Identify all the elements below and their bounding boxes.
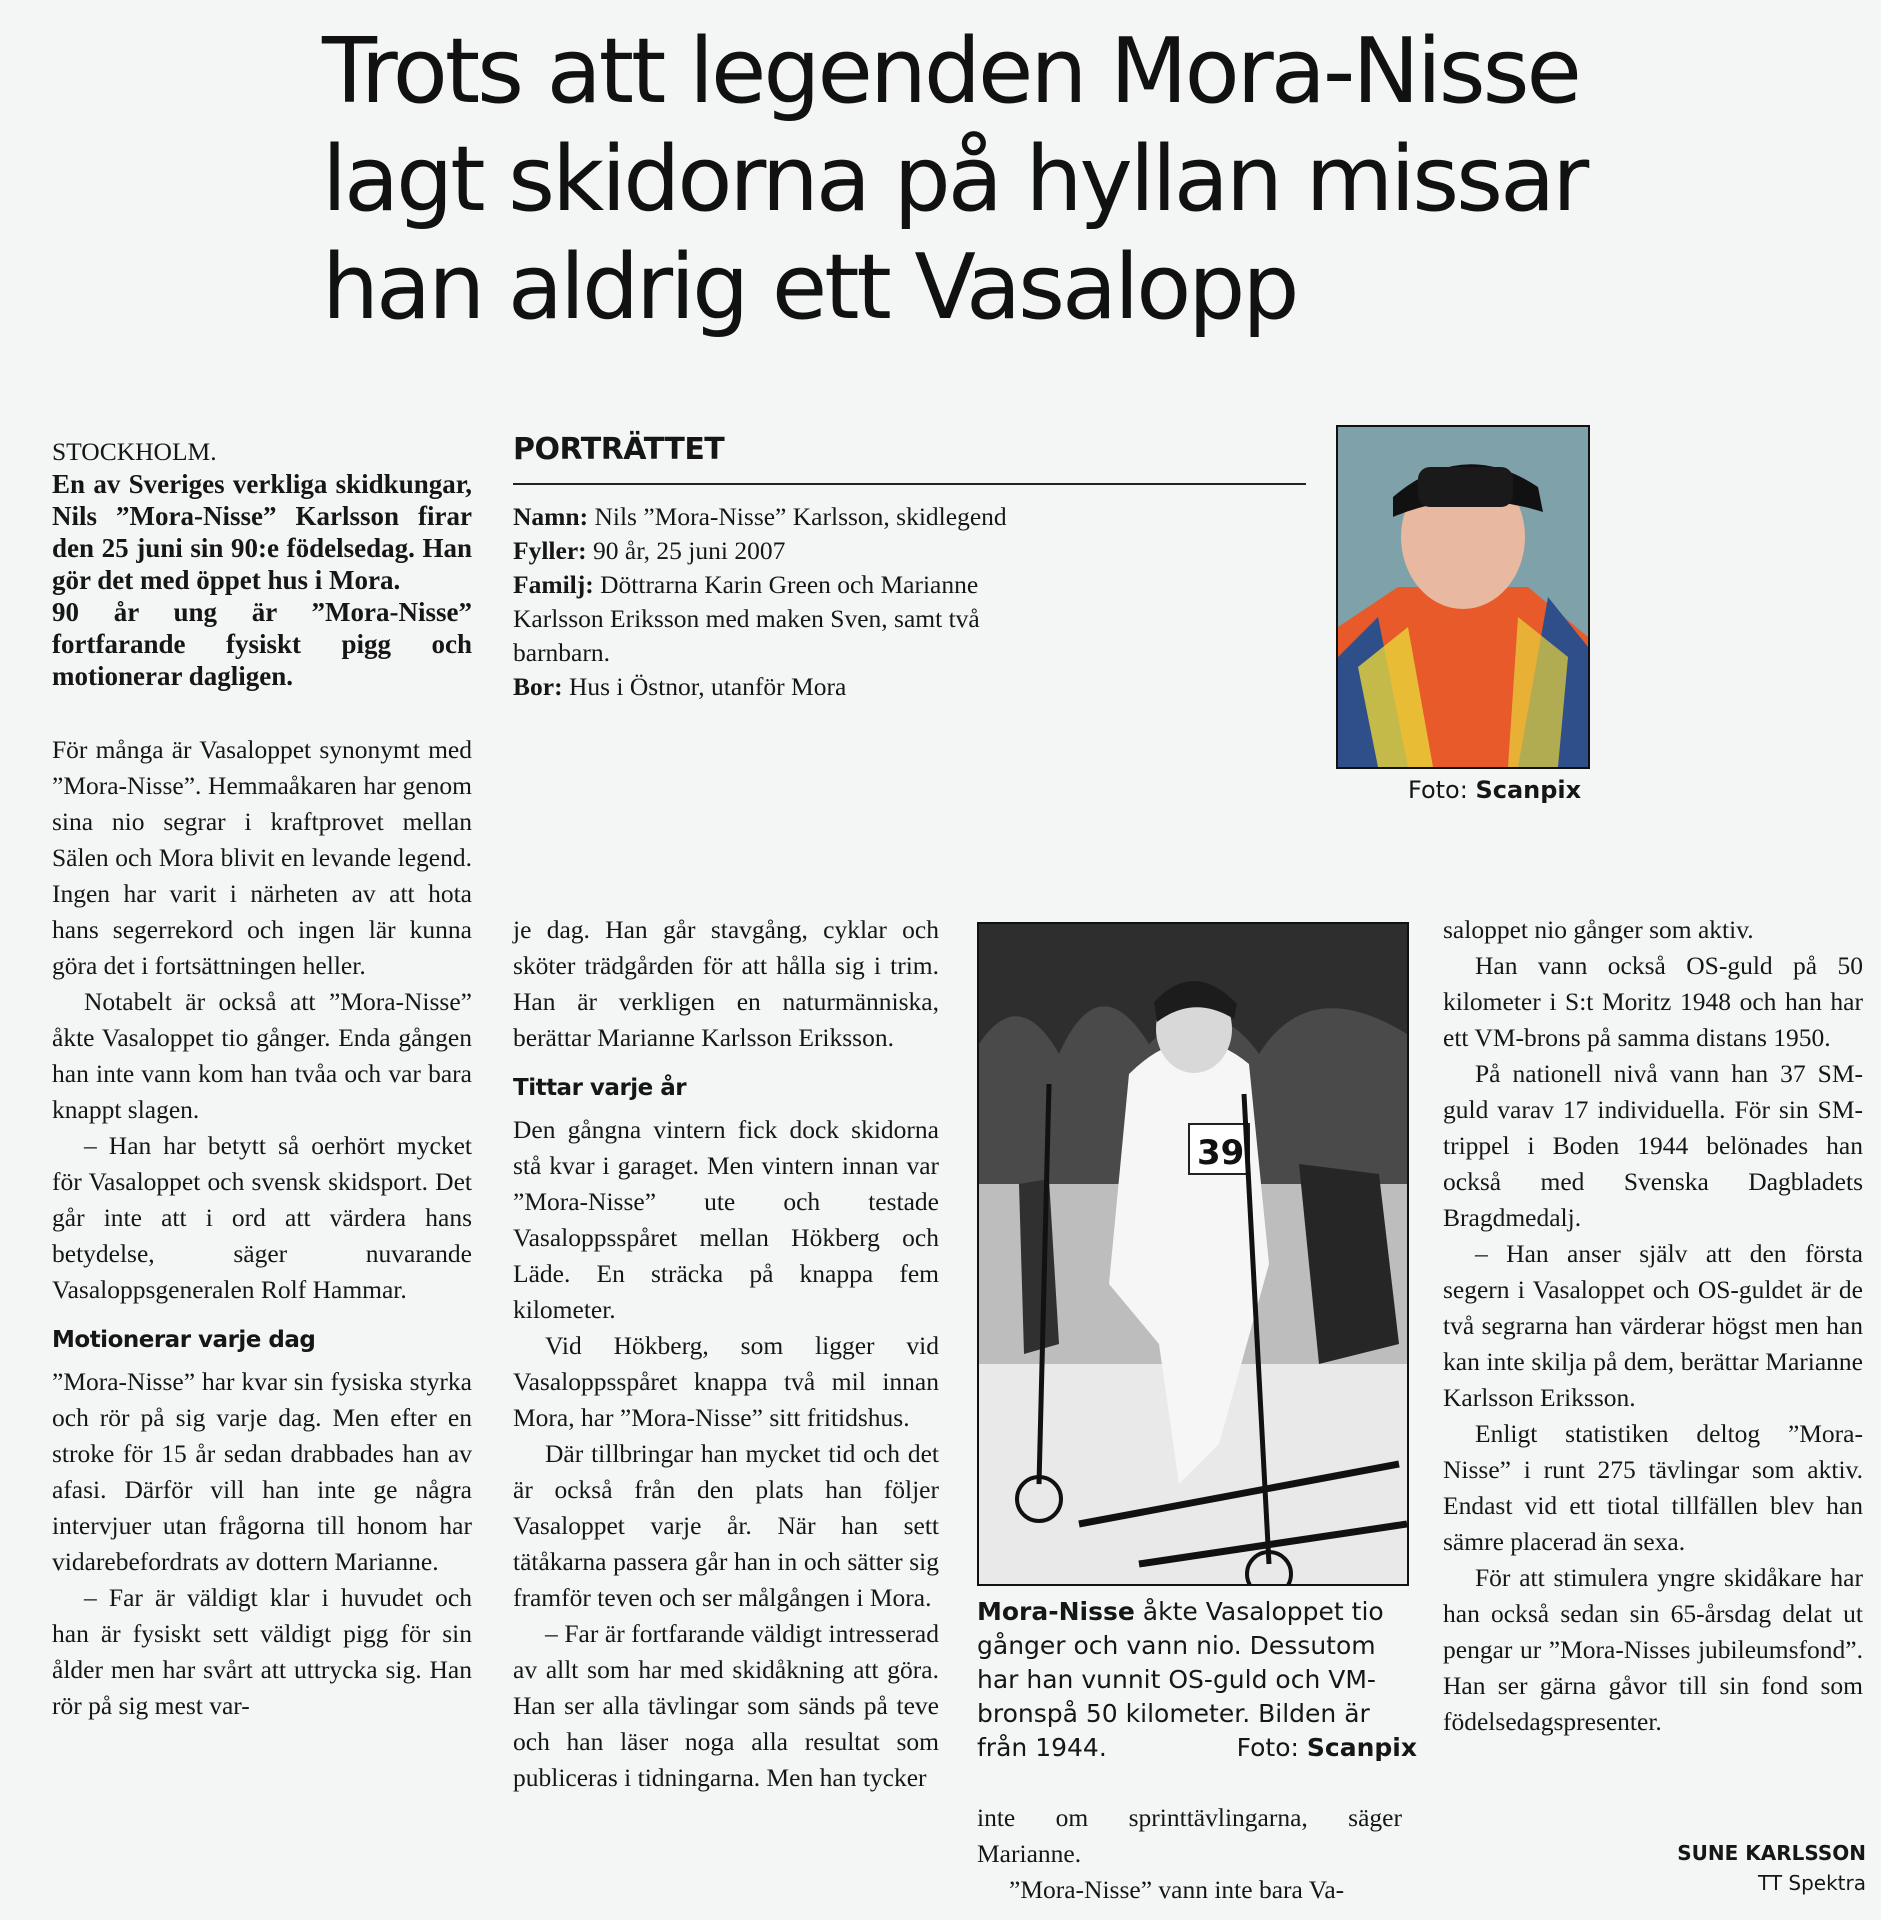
ski-photo-credit: Foto: Scanpix xyxy=(1236,1733,1417,1762)
body-paragraph: je dag. Han går stavgång, cyklar och sköter trädgården för att hålla sig i trim. Han är verkligen en naturmänniska, berättar Marianne Karlsson Eriksson. xyxy=(513,915,939,1052)
column-2 xyxy=(513,912,939,1796)
portrait-photo-credit: Foto: Scanpix xyxy=(1408,776,1582,804)
column-4 xyxy=(1443,912,1863,1740)
ingress xyxy=(52,468,472,692)
headline: Trots att legenden Mora-Nisse lagt skidorna på hyllan missar han aldrig ett Vasalopp xyxy=(322,19,1587,340)
body-paragraph: På nationell nivå vann han 37 SM-guld varav 17 individuella. För sin SM-trippel i Boden 1944 belönades han också med Svenska Dagbladets Bragdmedalj. xyxy=(1443,1059,1863,1232)
body-paragraph: Den gångna vintern fick dock skidorna stå kvar i garaget. Men vintern innan var ”Mora-Nisse” ute och testade Vasaloppsspåret mellan Hökberg och Läde. En sträcka på knappa fem kilometer. xyxy=(513,1115,939,1324)
ingress-paragraph: En av Sveriges verkliga skidkungar, Nils ”Mora-Nisse” Karlsson firar den 25 juni sin 90:e födelsedag. Han gör det med öppet hus i Mora. xyxy=(52,469,472,595)
fact-row: Familj: Döttrarna Karin Green och Marianne Karlsson Eriksson med maken Sven, samt två barnbarn. xyxy=(513,570,980,667)
body-paragraph: Vid Hökberg, som ligger vid Vasaloppsspåret knappa två mil innan Mora, har ”Mora-Nisse” sitt fritidshus. xyxy=(513,1331,939,1432)
body-paragraph: ”Mora-Nisse” har kvar sin fysiska styrka och rör på sig varje dag. Men efter en stroke för 15 år sedan drabbades han av afasi. Därför vill han inte ge några intervjuer utan frågorna till honom har vidarebefordrats av dottern Marianne. xyxy=(52,1367,472,1576)
ski-photo-caption: Mora-Nisse åkte Vasaloppet tio gånger och vann nio. Dessutom har han vunnit OS-guld och VM-bronspå 50 kilometer. Bilden är från 1944. Foto: Scanpix xyxy=(977,1595,1417,1765)
ingress-paragraph: 90 år ung är ”Mora-Nisse” fortfarande fysiskt pigg och motionerar dagligen. xyxy=(52,597,472,691)
portrait-photo-illustration xyxy=(1338,427,1588,767)
subheading: Tittar varje år xyxy=(513,1075,687,1101)
body-paragraph: För att stimulera yngre skidåkare har han också sedan sin 65-årsdag delat ut pengar ur ”Mora-Nisses jubileumsfond”. Han ser gärna gåvor till sin fond som födelsedagspresenter. xyxy=(1443,1563,1863,1736)
byline xyxy=(1677,1838,1866,1898)
dateline: STOCKHOLM. xyxy=(52,437,217,466)
portrait-photo xyxy=(1336,425,1590,769)
body-paragraph: Han vann också OS-guld på 50 kilometer i S:t Moritz 1948 och han har ett VM-brons på samma distans 1950. xyxy=(1443,951,1863,1052)
body-paragraph: inte om sprinttävlingarna, säger Marianne. xyxy=(977,1803,1402,1868)
factbox-divider xyxy=(513,483,1306,485)
body-paragraph: Enligt statistiken deltog ”Mora-Nisse” i runt 275 tävlingar som aktiv. Endast vid ett tiotal tillfällen blev han sämre placerad än sexa. xyxy=(1443,1419,1863,1556)
byline-agency: TT Spektra xyxy=(1757,1871,1866,1895)
body-paragraph: Där tillbringar han mycket tid och det är också från den plats han följer Vasaloppet varje år. När han sett tätåkarna passera går han in och sätter sig framför teven och ser målgången i Mora. xyxy=(513,1439,939,1612)
column-3-bottom xyxy=(977,1800,1402,1908)
subheading: Motionerar varje dag xyxy=(52,1327,316,1353)
column-1 xyxy=(52,436,472,1724)
factbox-title: PORTRÄTTET xyxy=(513,432,725,467)
body-paragraph: – Han anser själv att den första segern i Vasaloppet och OS-guldet är de två segrarna han värderar högst men han kan inte skilja på dem, berättar Marianne Karlsson Eriksson. xyxy=(1443,1239,1863,1412)
ski-photo xyxy=(977,922,1409,1586)
fact-row: Bor: Hus i Östnor, utanför Mora xyxy=(513,672,847,701)
byline-author: SUNE KARLSSON xyxy=(1677,1841,1866,1865)
body-paragraph: ”Mora-Nisse” vann inte bara Va- xyxy=(1009,1875,1345,1904)
body-paragraph: Notabelt är också att ”Mora-Nisse” åkte Vasaloppet tio gånger. Enda gången han inte vann kom han tvåa och var bara knappt slagen. xyxy=(52,987,472,1124)
body-paragraph: – Han har betytt så oerhört mycket för Vasaloppet och svensk skidsport. Det går inte att i ord att värdera hans betydelse, säger nuvarande Vasaloppsgeneralen Rolf Hammar. xyxy=(52,1131,472,1304)
body-paragraph: saloppet nio gånger som aktiv. xyxy=(1443,915,1754,944)
body-paragraph: För många är Vasaloppet synonymt med ”Mora-Nisse”. Hemmaåkaren har genom sina nio segrar i kraftprovet mellan Sälen och Mora blivit en levande legend. Ingen har varit i närheten av att hota hans segerrekord och ingen lär kunna göra det i fortsättningen heller. xyxy=(52,735,472,980)
body-paragraph: – Far är fortfarande väldigt intresserad av allt som har med skidåkning att göra. Han ser alla tävlingar som sänds på teve och han läser noga alla resultat som publiceras i tidningarna. Men han tycker xyxy=(513,1619,939,1792)
fact-row: Namn: Nils ”Mora-Nisse” Karlsson, skidlegend xyxy=(513,502,1007,531)
factbox xyxy=(513,500,1023,704)
body-paragraph: – Far är väldigt klar i huvudet och han är fysiskt sett väldigt pigg för sin ålder men har svårt att uttrycka sig. Han rör på sig mest var- xyxy=(52,1583,472,1720)
svg-text:39: 39 xyxy=(1197,1133,1245,1173)
ski-photo-illustration xyxy=(979,924,1407,1584)
fact-row: Fyller: 90 år, 25 juni 2007 xyxy=(513,536,786,565)
